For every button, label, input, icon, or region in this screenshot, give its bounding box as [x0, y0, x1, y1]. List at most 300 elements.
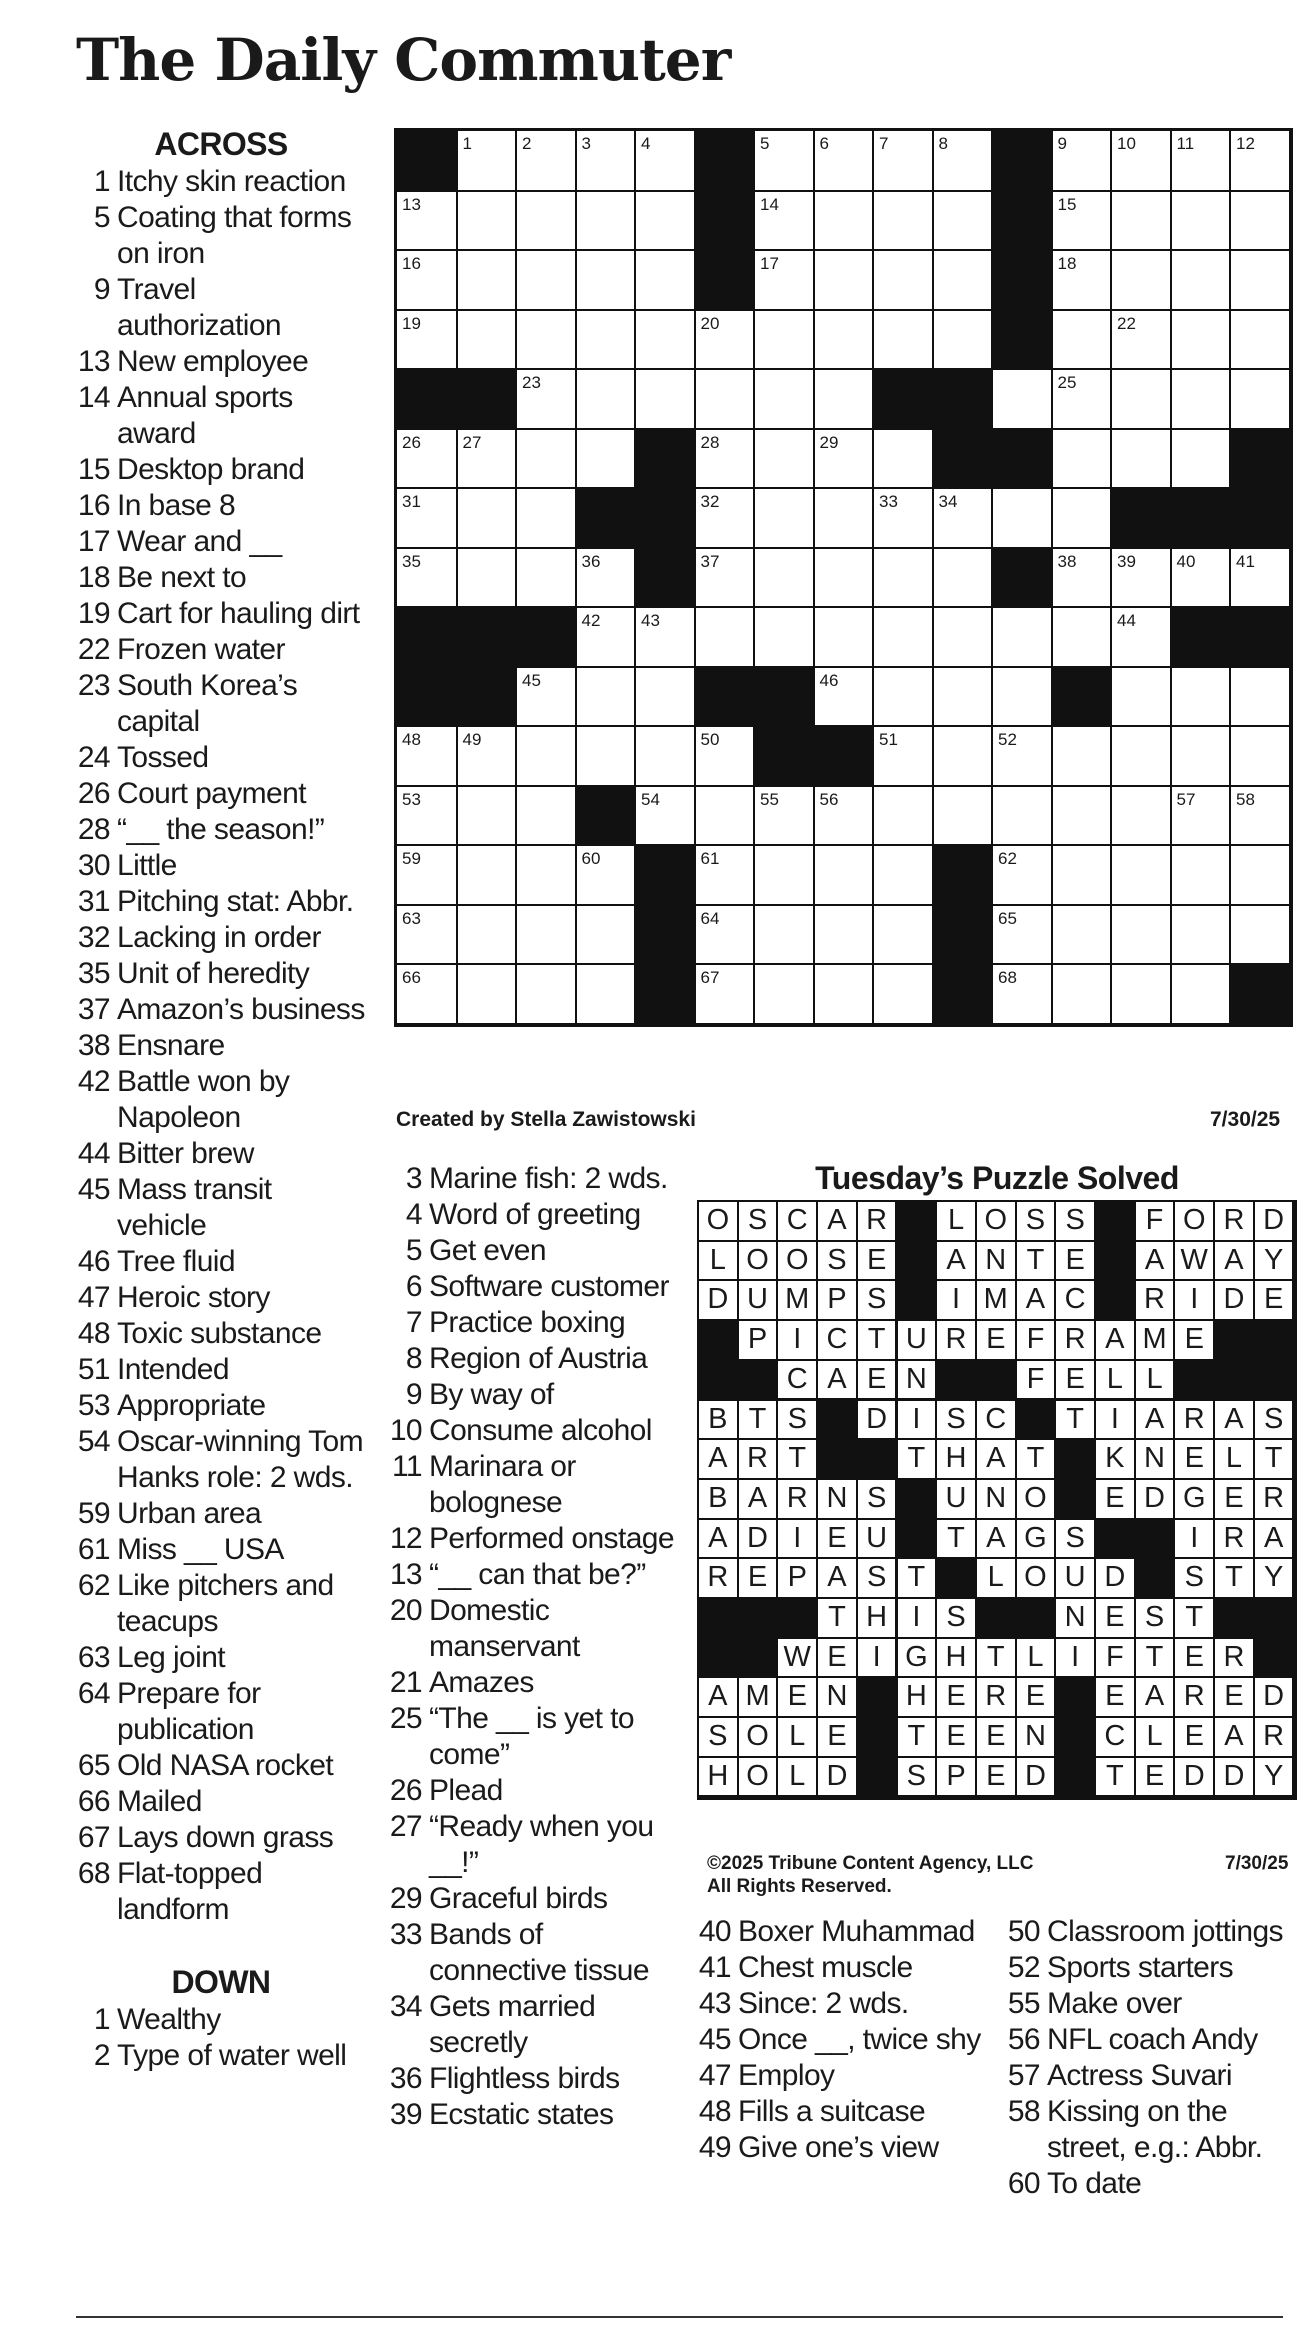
grid-cell[interactable] [1053, 131, 1111, 190]
grid-cell[interactable] [397, 727, 456, 785]
grid-cell[interactable] [934, 251, 992, 309]
clue-item [76, 1424, 366, 1496]
grid-cell[interactable] [1112, 131, 1170, 190]
clue-item [76, 596, 366, 632]
solution-cell: Y [1255, 1242, 1293, 1280]
clue-number: 30 [77, 849, 110, 882]
cell-number: 9 [1057, 134, 1067, 153]
clue-number: 32 [77, 921, 110, 954]
black-square [874, 370, 932, 428]
grid-cell[interactable] [874, 668, 932, 726]
clue-item [76, 1136, 366, 1172]
solution-cell: E [858, 1242, 896, 1280]
grid-cell[interactable] [874, 549, 932, 607]
grid-cell[interactable] [815, 846, 873, 904]
grid-cell[interactable] [993, 906, 1051, 964]
clue-item [697, 1986, 987, 2022]
grid-cell[interactable] [577, 608, 635, 666]
grid-cell[interactable] [1112, 787, 1170, 845]
grid-cell[interactable] [874, 965, 932, 1023]
clue-item [76, 740, 366, 776]
grid-cell[interactable] [993, 668, 1051, 726]
black-square [934, 370, 992, 428]
grid-cell[interactable] [577, 131, 635, 190]
solution-cell: O [977, 1202, 1015, 1240]
grid-cell[interactable] [755, 430, 813, 488]
solution-cell: B [699, 1480, 737, 1518]
grid-cell[interactable] [397, 846, 456, 904]
solution-cell: D [1215, 1281, 1253, 1319]
grid-cell[interactable] [1112, 192, 1170, 250]
grid-cell[interactable] [755, 131, 813, 190]
clue-number: 62 [77, 1569, 110, 1602]
clue-text: Practice boxing [429, 1306, 626, 1339]
grid-cell[interactable] [517, 430, 575, 488]
crossword-grid [394, 128, 1293, 1027]
solution-cell: C [1096, 1718, 1134, 1756]
grid-cell[interactable] [458, 311, 516, 369]
grid-cell[interactable] [696, 430, 754, 488]
grid-cell[interactable] [815, 549, 873, 607]
clue-number: 29 [389, 1882, 422, 1915]
clue-item [697, 1914, 987, 1950]
solution-cell: A [739, 1480, 777, 1518]
grid-cell[interactable] [1112, 608, 1170, 666]
clue-text: Bands of connective tissue [429, 1918, 649, 1987]
cell-number: 16 [402, 254, 421, 273]
grid-cell[interactable] [874, 489, 932, 547]
clue-number: 22 [77, 633, 110, 666]
grid-cell[interactable] [1053, 549, 1111, 607]
grid-cell[interactable] [993, 489, 1051, 547]
grid-cell[interactable] [993, 965, 1051, 1023]
grid-cell[interactable] [1172, 787, 1230, 845]
grid-cell[interactable] [636, 608, 694, 666]
grid-cell[interactable] [397, 430, 456, 488]
grid-cell[interactable] [874, 906, 932, 964]
clue-text: Marine fish: 2 wds. [429, 1162, 668, 1195]
grid-cell[interactable] [517, 846, 575, 904]
clue-item [76, 1676, 366, 1748]
black-square [696, 668, 754, 726]
clue-item [388, 1881, 678, 1917]
grid-cell[interactable] [397, 192, 456, 250]
solution-cell: S [858, 1559, 896, 1597]
clue-number: 28 [77, 813, 110, 846]
solution-cell: B [699, 1401, 737, 1439]
grid-cell[interactable] [815, 668, 873, 726]
grid-cell[interactable] [1053, 489, 1111, 547]
grid-cell[interactable] [815, 131, 873, 190]
grid-cell[interactable] [755, 192, 813, 250]
grid-cell[interactable] [1172, 965, 1230, 1023]
grid-cell[interactable] [755, 608, 813, 666]
grid-cell[interactable] [1112, 251, 1170, 309]
grid-cell[interactable] [755, 906, 813, 964]
grid-cell[interactable] [1231, 549, 1289, 607]
clue-item [388, 1269, 678, 1305]
grid-cell[interactable] [755, 489, 813, 547]
grid-cell[interactable] [1112, 846, 1170, 904]
grid-cell[interactable] [517, 965, 575, 1023]
clue-text: Amazon’s business [117, 993, 365, 1026]
grid-cell[interactable] [815, 787, 873, 845]
clue-text: Frozen water [117, 633, 285, 666]
cell-number: 6 [819, 134, 829, 153]
grid-cell[interactable] [815, 608, 873, 666]
grid-cell[interactable] [815, 192, 873, 250]
grid-cell[interactable] [458, 430, 516, 488]
grid-cell[interactable] [1231, 727, 1289, 785]
grid-cell[interactable] [458, 549, 516, 607]
grid-cell[interactable] [517, 668, 575, 726]
grid-cell[interactable] [636, 251, 694, 309]
black-square [636, 846, 694, 904]
grid-cell[interactable] [1231, 251, 1289, 309]
solution-black-square [898, 1281, 936, 1319]
grid-cell[interactable] [696, 549, 754, 607]
grid-cell[interactable] [397, 489, 456, 547]
clue-text: Ensnare [117, 1029, 225, 1062]
solution-cell: L [1215, 1440, 1253, 1478]
grid-cell[interactable] [874, 192, 932, 250]
grid-cell[interactable] [1172, 192, 1230, 250]
grid-cell[interactable] [874, 727, 932, 785]
grid-cell[interactable] [815, 251, 873, 309]
grid-cell[interactable] [815, 965, 873, 1023]
grid-cell[interactable] [577, 846, 635, 904]
grid-cell[interactable] [577, 430, 635, 488]
grid-cell[interactable] [696, 965, 754, 1023]
grid-cell[interactable] [517, 787, 575, 845]
solution-cell: S [937, 1599, 975, 1637]
grid-cell[interactable] [815, 370, 873, 428]
clue-number: 26 [389, 1774, 422, 1807]
grid-cell[interactable] [636, 668, 694, 726]
grid-cell[interactable] [1172, 668, 1230, 726]
grid-cell[interactable] [755, 370, 813, 428]
grid-cell[interactable] [517, 370, 575, 428]
grid-cell[interactable] [1172, 430, 1230, 488]
grid-cell[interactable] [1112, 430, 1170, 488]
grid-cell[interactable] [577, 311, 635, 369]
grid-cell[interactable] [815, 311, 873, 369]
grid-cell[interactable] [1112, 727, 1170, 785]
solution-cell: I [1056, 1639, 1094, 1677]
black-square [397, 131, 456, 190]
solution-cell: A [699, 1520, 737, 1558]
clue-number: 60 [1007, 2167, 1040, 2200]
grid-cell[interactable] [1172, 846, 1230, 904]
grid-cell[interactable] [934, 131, 992, 190]
solution-black-square [1056, 1718, 1094, 1756]
grid-cell[interactable] [874, 131, 932, 190]
grid-cell[interactable] [934, 608, 992, 666]
clue-number: 33 [389, 1918, 422, 1951]
grid-cell[interactable] [993, 608, 1051, 666]
grid-cell[interactable] [397, 787, 456, 845]
clue-text: Amazes [429, 1666, 534, 1699]
grid-cell[interactable] [1231, 131, 1289, 190]
grid-cell[interactable] [755, 549, 813, 607]
solution-cell: S [858, 1281, 896, 1319]
grid-cell[interactable] [696, 906, 754, 964]
grid-cell[interactable] [696, 608, 754, 666]
grid-cell[interactable] [1231, 787, 1289, 845]
grid-cell[interactable] [517, 131, 575, 190]
puzzle-credit: Created by Stella Zawistowski [396, 1108, 696, 1131]
solution-cell: C [778, 1202, 816, 1240]
solution-cell: A [937, 1242, 975, 1280]
grid-cell[interactable] [517, 906, 575, 964]
grid-cell[interactable] [577, 965, 635, 1023]
solution-cell: T [1136, 1639, 1174, 1677]
solution-cell: D [739, 1520, 777, 1558]
grid-cell[interactable] [696, 370, 754, 428]
clue-number: 20 [389, 1594, 422, 1627]
clue-item [76, 1172, 366, 1244]
grid-cell[interactable] [636, 131, 694, 190]
grid-cell[interactable] [755, 965, 813, 1023]
grid-cell[interactable] [934, 192, 992, 250]
grid-cell[interactable] [1172, 251, 1230, 309]
grid-cell[interactable] [1231, 846, 1289, 904]
grid-cell[interactable] [755, 787, 813, 845]
solution-cell: S [1255, 1401, 1293, 1439]
grid-cell[interactable] [696, 787, 754, 845]
cell-number: 32 [700, 492, 720, 511]
clue-text: Performed onstage [429, 1522, 674, 1555]
grid-cell[interactable] [1231, 668, 1289, 726]
grid-cell[interactable] [1053, 370, 1111, 428]
cell-number: 25 [1057, 373, 1077, 392]
grid-cell[interactable] [1231, 370, 1289, 428]
black-square [397, 668, 456, 726]
grid-cell[interactable] [874, 608, 932, 666]
clue-text: Oscar-winning Tom Hanks role: 2 wds. [117, 1425, 364, 1494]
grid-cell[interactable] [1231, 192, 1289, 250]
clue-item [388, 1917, 678, 1989]
grid-cell[interactable] [934, 311, 992, 369]
grid-cell[interactable] [696, 311, 754, 369]
solution-cell: O [778, 1242, 816, 1280]
solution-black-square [1255, 1361, 1293, 1399]
clue-item [697, 2058, 987, 2094]
grid-cell[interactable] [696, 727, 754, 785]
grid-cell[interactable] [517, 727, 575, 785]
grid-cell[interactable] [1112, 549, 1170, 607]
grid-cell[interactable] [458, 906, 516, 964]
grid-cell[interactable] [397, 251, 456, 309]
grid-cell[interactable] [1053, 787, 1111, 845]
cell-number: 62 [998, 849, 1017, 868]
grid-cell[interactable] [1172, 370, 1230, 428]
grid-cell[interactable] [517, 251, 575, 309]
solution-cell: S [1017, 1202, 1055, 1240]
grid-cell[interactable] [577, 370, 635, 428]
grid-cell[interactable] [517, 489, 575, 547]
grid-cell[interactable] [1053, 727, 1111, 785]
grid-cell[interactable] [577, 251, 635, 309]
solution-cell: A [818, 1202, 856, 1240]
grid-cell[interactable] [636, 311, 694, 369]
grid-cell[interactable] [993, 370, 1051, 428]
grid-cell[interactable] [1053, 251, 1111, 309]
clue-number: 5 [93, 201, 110, 234]
grid-cell[interactable] [1053, 430, 1111, 488]
grid-cell[interactable] [934, 668, 992, 726]
grid-cell[interactable] [1172, 311, 1230, 369]
clue-item [76, 560, 366, 596]
grid-cell[interactable] [874, 430, 932, 488]
grid-cell[interactable] [993, 846, 1051, 904]
grid-cell[interactable] [458, 489, 516, 547]
cell-number: 34 [938, 492, 958, 511]
grid-cell[interactable] [696, 489, 754, 547]
grid-cell[interactable] [755, 846, 813, 904]
clue-item [697, 1950, 987, 1986]
black-square [755, 668, 813, 726]
cell-number: 40 [1176, 551, 1196, 571]
grid-cell[interactable] [755, 311, 813, 369]
grid-cell[interactable] [815, 489, 873, 547]
grid-cell[interactable] [815, 906, 873, 964]
grid-cell[interactable] [1053, 906, 1111, 964]
solution-black-square [898, 1480, 936, 1518]
clue-number: 49 [698, 2131, 731, 2164]
down-clue-list-1 [76, 2002, 366, 2074]
grid-cell[interactable] [397, 549, 456, 607]
masthead: The Daily Commuter [76, 26, 731, 94]
solution-cell: C [977, 1401, 1015, 1439]
clue-item [388, 2097, 678, 2133]
cell-number: 15 [1057, 194, 1077, 214]
cell-number: 63 [402, 908, 421, 928]
solution-cell: O [739, 1718, 777, 1756]
grid-cell[interactable] [1053, 311, 1111, 369]
grid-cell[interactable] [577, 668, 635, 726]
cell-number: 37 [700, 551, 720, 571]
grid-cell[interactable] [696, 846, 754, 904]
grid-cell[interactable] [577, 727, 635, 785]
clue-number: 37 [77, 993, 110, 1026]
grid-cell[interactable] [517, 311, 575, 369]
solution-cell: P [818, 1281, 856, 1319]
grid-cell[interactable] [458, 251, 516, 309]
grid-cell[interactable] [993, 727, 1051, 785]
grid-cell[interactable] [1112, 370, 1170, 428]
grid-cell[interactable] [1112, 668, 1170, 726]
grid-cell[interactable] [1053, 608, 1111, 666]
grid-cell[interactable] [1231, 906, 1289, 964]
clue-item [76, 1640, 366, 1676]
clue-number: 47 [698, 2059, 731, 2092]
grid-cell[interactable] [577, 549, 635, 607]
grid-cell[interactable] [993, 787, 1051, 845]
grid-cell[interactable] [934, 489, 992, 547]
grid-cell[interactable] [1053, 846, 1111, 904]
solution-cell: A [1255, 1520, 1293, 1558]
clue-number: 53 [77, 1389, 110, 1422]
grid-cell[interactable] [815, 430, 873, 488]
grid-cell[interactable] [1231, 311, 1289, 369]
solution-cell: T [739, 1401, 777, 1439]
grid-cell[interactable] [458, 846, 516, 904]
solution-cell: R [937, 1321, 975, 1359]
grid-cell[interactable] [934, 549, 992, 607]
clue-text: “Ready when you __!” [429, 1810, 654, 1879]
solution-cell: N [818, 1480, 856, 1518]
bottom-rule [76, 2316, 1283, 2318]
clue-text: By way of [429, 1378, 554, 1411]
grid-cell[interactable] [458, 727, 516, 785]
grid-cell[interactable] [1172, 131, 1230, 190]
grid-cell[interactable] [636, 787, 694, 845]
grid-cell[interactable] [577, 906, 635, 964]
clue-text: Flat-topped landform [117, 1857, 263, 1926]
grid-cell[interactable] [517, 192, 575, 250]
solution-black-square [1056, 1758, 1094, 1796]
clue-number: 23 [77, 669, 110, 702]
copyright-line-2: All Rights Reserved. [707, 1876, 892, 1897]
down-clue-list-4 [1006, 1914, 1296, 2202]
cell-number: 50 [700, 730, 720, 749]
grid-cell[interactable] [1172, 549, 1230, 607]
puzzle-date: 7/30/25 [1210, 1108, 1281, 1131]
grid-cell[interactable] [1172, 906, 1230, 964]
grid-cell[interactable] [636, 727, 694, 785]
grid-cell[interactable] [636, 370, 694, 428]
clue-number: 38 [77, 1029, 110, 1062]
grid-cell[interactable] [458, 131, 516, 190]
grid-cell[interactable] [517, 549, 575, 607]
grid-cell[interactable] [1112, 965, 1170, 1023]
grid-cell[interactable] [1112, 311, 1170, 369]
solution-cell: P [937, 1758, 975, 1796]
grid-cell[interactable] [755, 251, 813, 309]
grid-cell[interactable] [934, 787, 992, 845]
grid-cell[interactable] [934, 727, 992, 785]
solution-cell: D [699, 1281, 737, 1319]
grid-cell[interactable] [458, 965, 516, 1023]
clue-number: 65 [77, 1749, 110, 1782]
cell-number: 44 [1117, 611, 1136, 630]
grid-cell[interactable] [636, 192, 694, 250]
grid-cell[interactable] [397, 311, 456, 369]
cell-number: 13 [402, 194, 421, 214]
clue-item [76, 452, 366, 488]
grid-cell[interactable] [874, 251, 932, 309]
grid-cell[interactable] [397, 965, 456, 1023]
grid-cell[interactable] [458, 787, 516, 845]
clue-item [76, 488, 366, 524]
grid-cell[interactable] [458, 192, 516, 250]
grid-cell[interactable] [577, 192, 635, 250]
grid-cell[interactable] [1053, 192, 1111, 250]
grid-cell[interactable] [874, 311, 932, 369]
solution-black-square [858, 1678, 896, 1716]
grid-cell[interactable] [1053, 965, 1111, 1023]
clue-item [388, 1809, 678, 1881]
grid-cell[interactable] [1112, 906, 1170, 964]
grid-cell[interactable] [397, 906, 456, 964]
grid-cell[interactable] [874, 787, 932, 845]
solution-cell: U [739, 1281, 777, 1319]
solution-cell: G [898, 1639, 936, 1677]
clue-number: 25 [389, 1702, 422, 1735]
grid-cell[interactable] [1172, 727, 1230, 785]
grid-cell[interactable] [874, 846, 932, 904]
